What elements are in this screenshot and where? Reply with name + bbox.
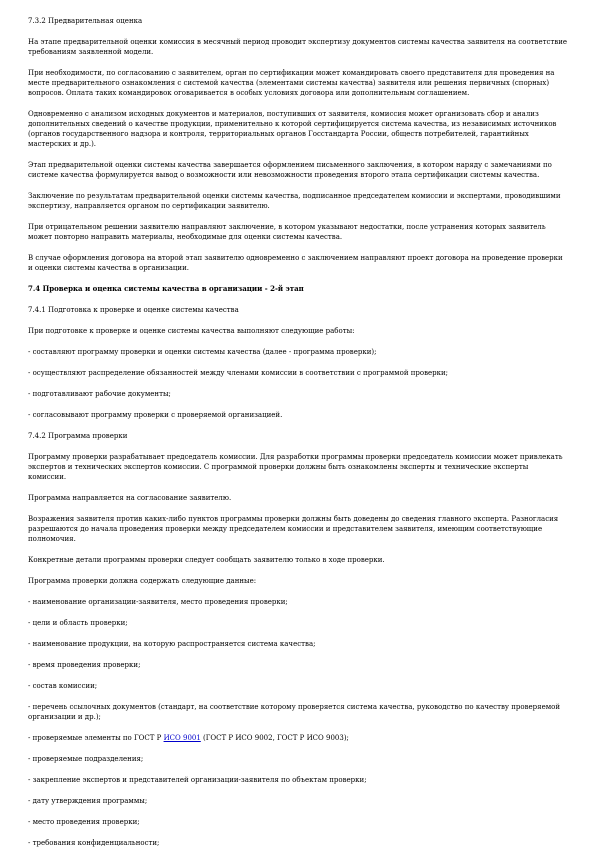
list-item: - наименование продукции, на которую распространяется система качества; [28,640,316,648]
paragraph: Заключение по результатам предварительной оценки системы качества, подписанное председателем комиссии и экспертами, проводившими экспертизу, направляется органом по сертификации заявителю. [28,192,561,210]
list-item: - цели и область проверки; [28,619,128,627]
list-item: - дату утверждения программы; [28,797,148,805]
paragraph: В случае оформления договора на второй этап заявителю одновременно с заключением направляют проект договора на проведение проверки и оценки системы качества в организации. [28,254,563,272]
section-heading-7-4-1: 7.4.1 Подготовка к проверке и оценке системы качества [28,306,239,314]
list-item: - проверяемые подразделения; [28,755,144,763]
list-item-text: - проверяемые элементы по ГОСТ Р [28,734,164,742]
list-item-text: (ГОСТ Р ИСО 9002, ГОСТ Р ИСО 9003); [200,734,349,742]
list-item: - согласовывают программу проверки с проверяемой организацией. [28,411,283,419]
paragraph: На этапе предварительной оценки комиссия в месячный период проводит экспертизу документов системы качества заявителя на соответствие требованиям заявленной модели. [28,38,568,56]
list-item: - подготавливают рабочие документы; [28,390,171,398]
list-item: - закрепление экспертов и представителей организации-заявителя по объектам проверки; [28,776,367,784]
section-heading-7-3-2: 7.3.2 Предварительная оценка [28,17,143,25]
list-item: - составляют программу проверки и оценки системы качества (далее - программа проверки); [28,348,377,356]
document-body [28,16,568,848]
list-item: - состав комиссии; [28,682,98,690]
list-item [28,733,568,743]
paragraph: Этап предварительной оценки системы качества завершается оформлением письменного заключения, в котором наряду с замечаниями по системе качества формулируется вывод о возможности или невозможности проведения второго этапа сертификации системы качества. [28,161,552,179]
list-item: - время проведения проверки; [28,661,141,669]
paragraph: Программа направляется на согласование заявителю. [28,494,232,502]
list-item: - перечень ссылочных документов (стандарт, на соответствие которому проверяется система качества, руководство по качеству проверяемой организации и др.); [28,703,561,721]
paragraph: Возражения заявителя против каких-либо пунктов программы проверки должны быть доведены до сведения главного эксперта. Разногласия разрешаются до начала проведения проверки между председателем комиссии и представителем заявителя, имеющим соответствующие полномочия. [28,515,559,543]
section-heading-7-4: 7.4 Проверка и оценка системы качества в организации - 2-й этап [28,284,304,293]
paragraph: При отрицательном решении заявителю направляют заключение, в котором указывают недостатки, после устранения которых заявитель может повторно направить материалы, необходимые для оценки системы качества. [28,223,546,241]
list-item: - место проведения проверки; [28,818,140,826]
paragraph: Конкретные детали программы проверки следует сообщать заявителю только в ходе проверки. [28,556,385,564]
list-item: - осуществляют распределение обязанностей между членами комиссии в соответствии с программой проверки; [28,369,449,377]
list-item: - наименование организации-заявителя, место проведения проверки; [28,598,288,606]
paragraph: При необходимости, по согласованию с заявителем, орган по сертификации может командировать своего представителя для проведения на месте предварительного ознакомления с системой качества (элементами системы качества) заявителя или решения первичных (спорных) вопросов. Оплата таких командировок оговаривается в особых условиях договора или дополнительным соглашением. [28,69,555,97]
section-heading-7-4-2: 7.4.2 Программа проверки [28,432,128,440]
paragraph: Программа проверки должна содержать следующие данные: [28,577,257,585]
paragraph: Одновременно с анализом исходных документов и материалов, поступивших от заявителя, комиссия может организовать сбор и анализ дополнительных сведений о качестве продукции, применительно к которой сертифицируется система качества, из независимых источников (органов государственного надзора и контроля, территориальных органов Госстандарта России, обществ потребителей, гарантийных мастерских и др.). [28,110,557,148]
paragraph: При подготовке к проверке и оценке системы качества выполняют следующие работы: [28,327,355,335]
list-item: - требования конфиденциальности; [28,839,160,847]
paragraph: Программу проверки разрабатывает председатель комиссии. Для разработки программы проверки председатель комиссии может привлекать экспертов и технических экспертов комиссии. С программой проверки должны быть ознакомлены эксперты и технические эксперты комиссии. [28,453,563,481]
iso-9001-link[interactable]: ИСО 9001 [163,734,201,742]
